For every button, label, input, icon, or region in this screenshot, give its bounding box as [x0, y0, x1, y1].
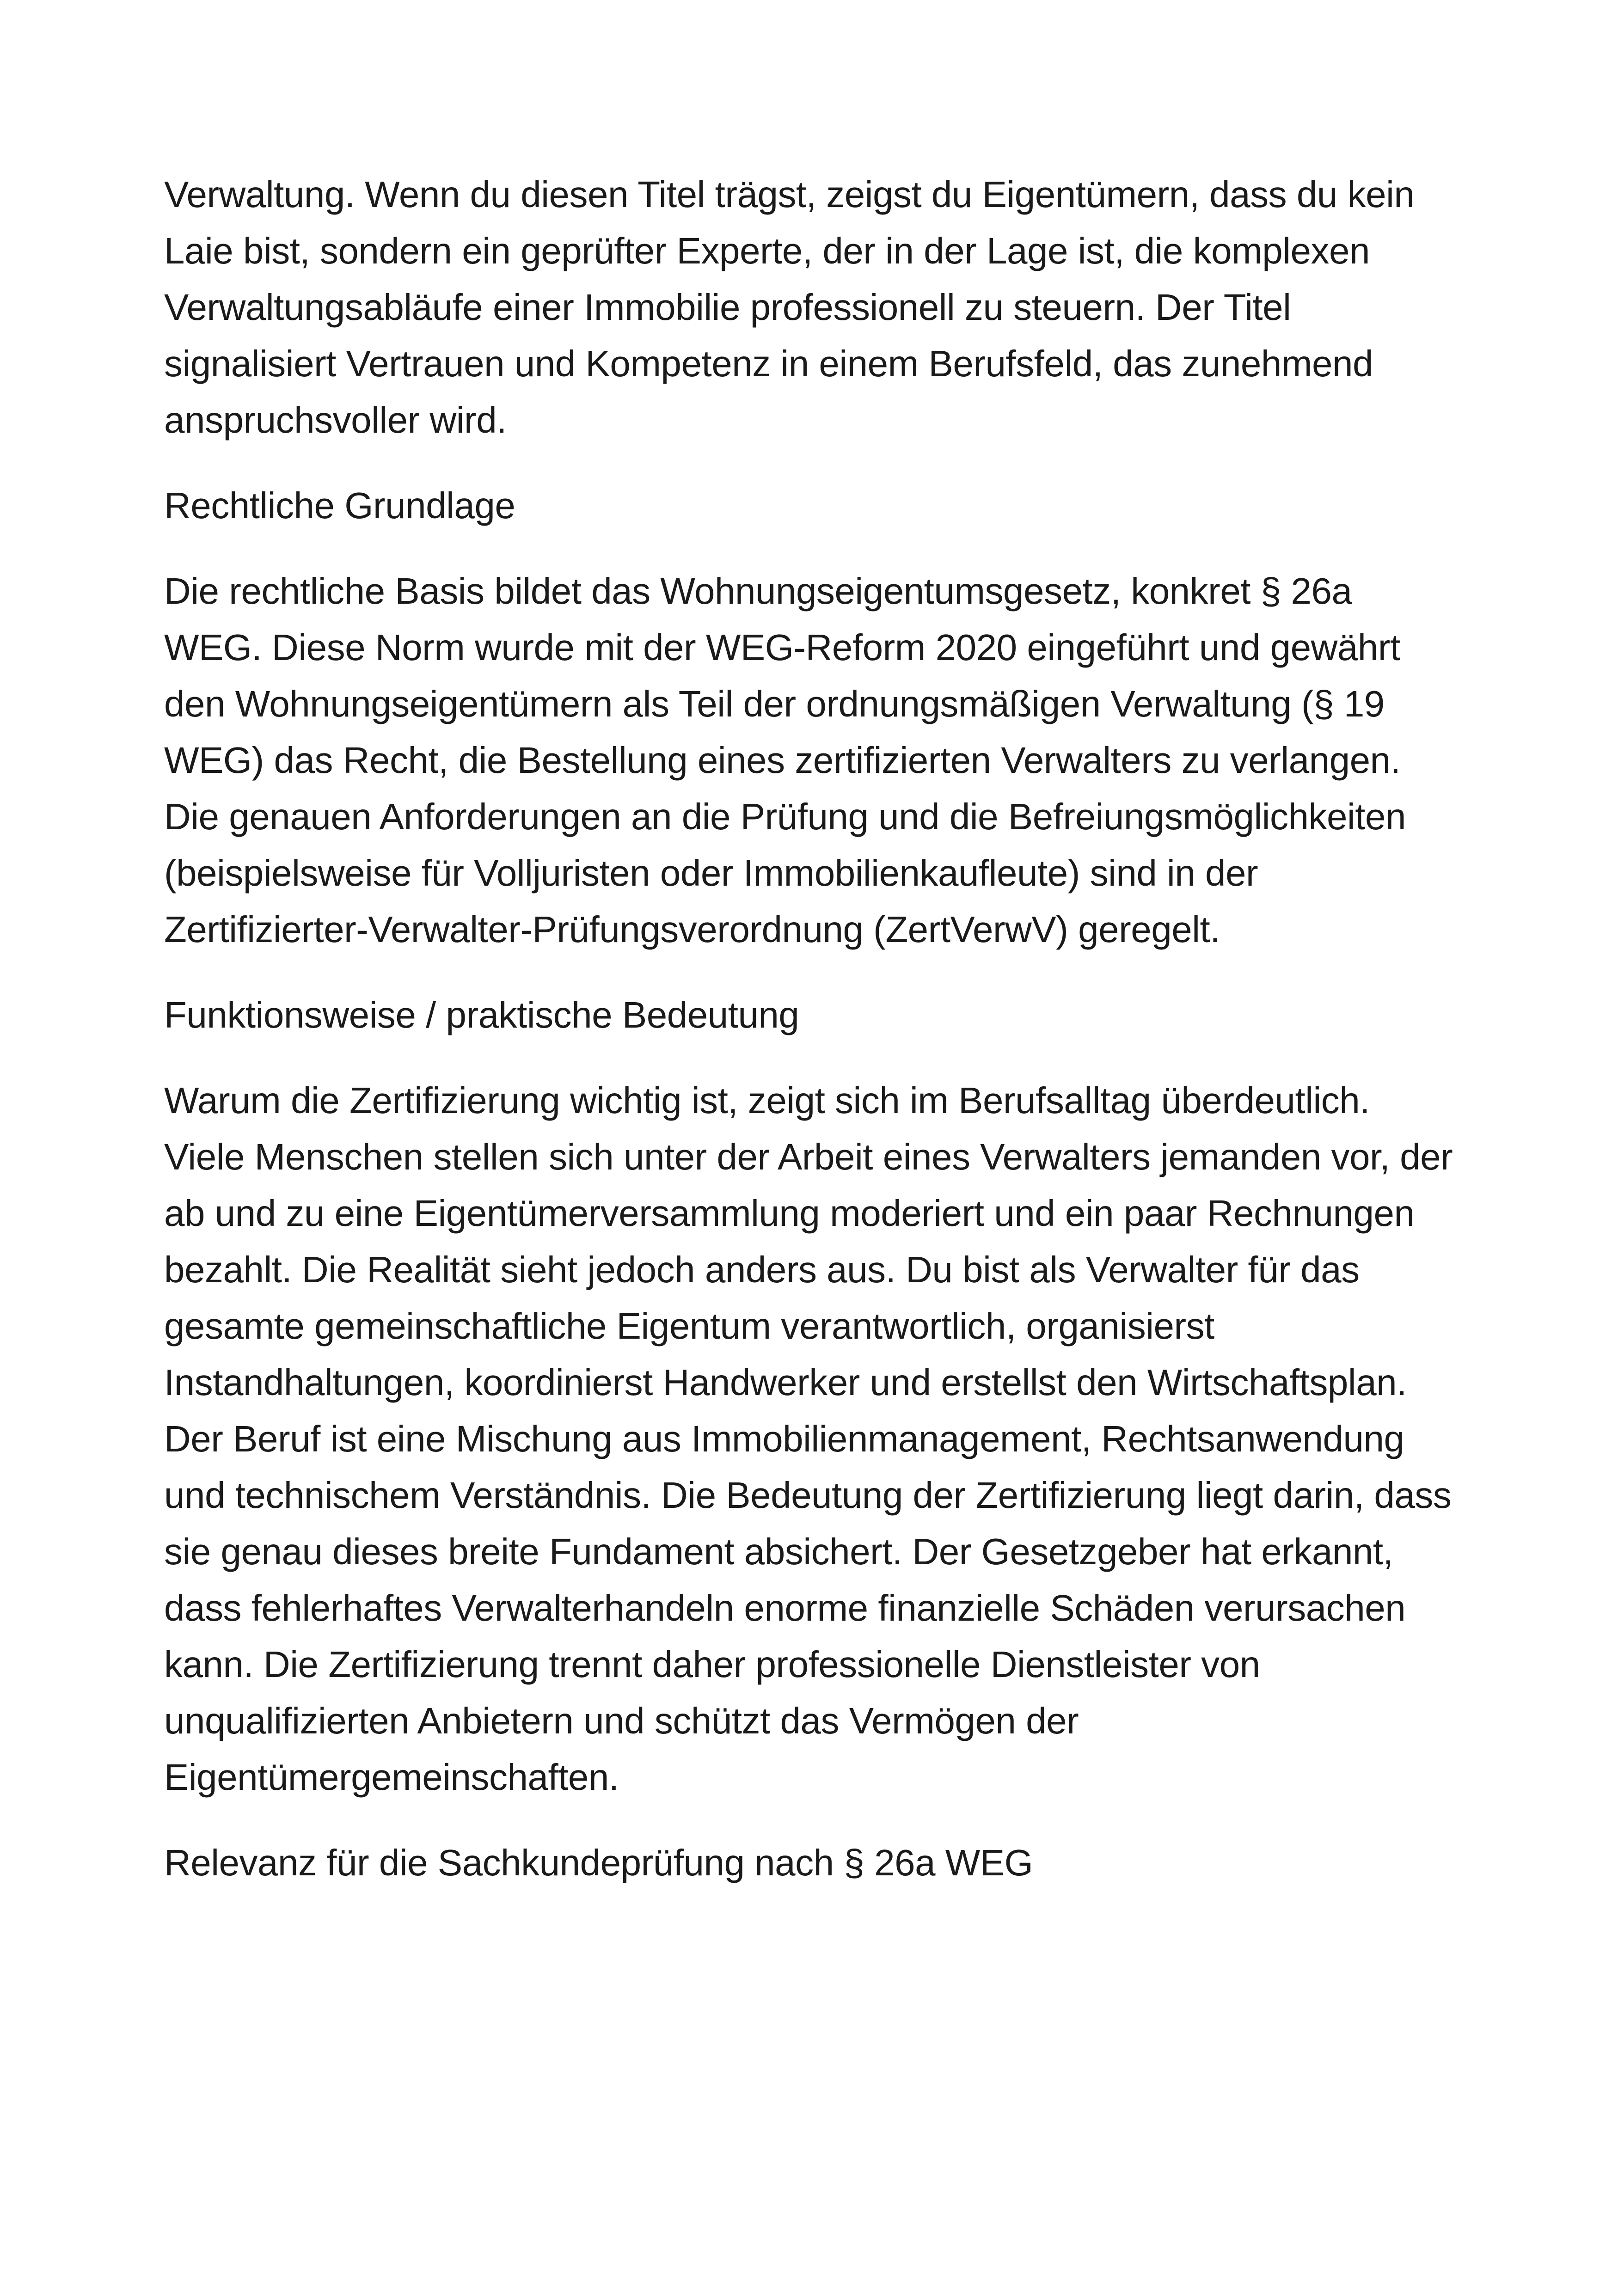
section-heading-exam-relevance: Relevanz für die Sachkundeprüfung nach § 26a WEG [164, 1842, 1033, 1883]
paragraph-legal-basis: Die rechtliche Basis bildet das Wohnungseigentumsgesetz, konkret § 26a WEG. Diese Norm wurde mit der WEG-Reform 2020 eingeführt und gewährt den Wohnungseigentümern als Teil der ordnungsmäßigen Verwaltung (§ 19 WEG) das Recht, die Bestellung eines zertifizierten Verwalters zu verlangen. Die genauen Anforderungen an die Prüfung und die Befreiungsmöglichkeiten (beispielsweise für Volljuristen oder Immobilienkaufleute) sind in der Zertifizierter-Verwalter-Prüfungsverordnung (ZertVerwV) geregelt. [164, 570, 1406, 950]
paragraph-intro-continuation: Verwaltung. Wenn du diesen Titel trägst, zeigst du Eigentümern, dass du kein Laie bist, sondern ein geprüfter Experte, der in der Lage ist, die komplexen Verwaltungsabläufe einer Immobilie professionell zu steuern. Der Titel signalisiert Vertrauen und Kompetenz in einem Berufsfeld, das zunehmend anspruchsvoller wird. [164, 174, 1415, 441]
document-page [164, 166, 1459, 1920]
section-heading-practical-meaning: Funktionsweise / praktische Bedeutung [164, 994, 799, 1035]
section-heading-legal-basis: Rechtliche Grundlage [164, 485, 515, 526]
paragraph-practical-meaning: Warum die Zertifizierung wichtig ist, zeigt sich im Berufsalltag überdeutlich. Viele Menschen stellen sich unter der Arbeit eines Verwalters jemanden vor, der ab und zu eine Eigentümerversammlung moderiert und ein paar Rechnungen bezahlt. Die Realität sieht jedoch anders aus. Du bist als Verwalter für das gesamte gemeinschaftliche Eigentum verantwortlich, organisierst Instandhaltungen, koordinierst Handwerker und erstellst den Wirtschaftsplan. Der Beruf ist eine Mischung aus Immobilienmanagement, Rechtsanwendung und technischem Verständnis. Die Bedeutung der Zertifizierung liegt darin, dass sie genau dieses breite Fundament absichert. Der Gesetzgeber hat erkannt, dass fehlerhaftes Verwalterhandeln enorme finanzielle Schäden verursachen kann. Die Zertifizierung trennt daher professionelle Dienstleister von unqualifizierten Anbietern und schützt das Vermögen der Eigentümergemeinschaften. [164, 1080, 1453, 1798]
